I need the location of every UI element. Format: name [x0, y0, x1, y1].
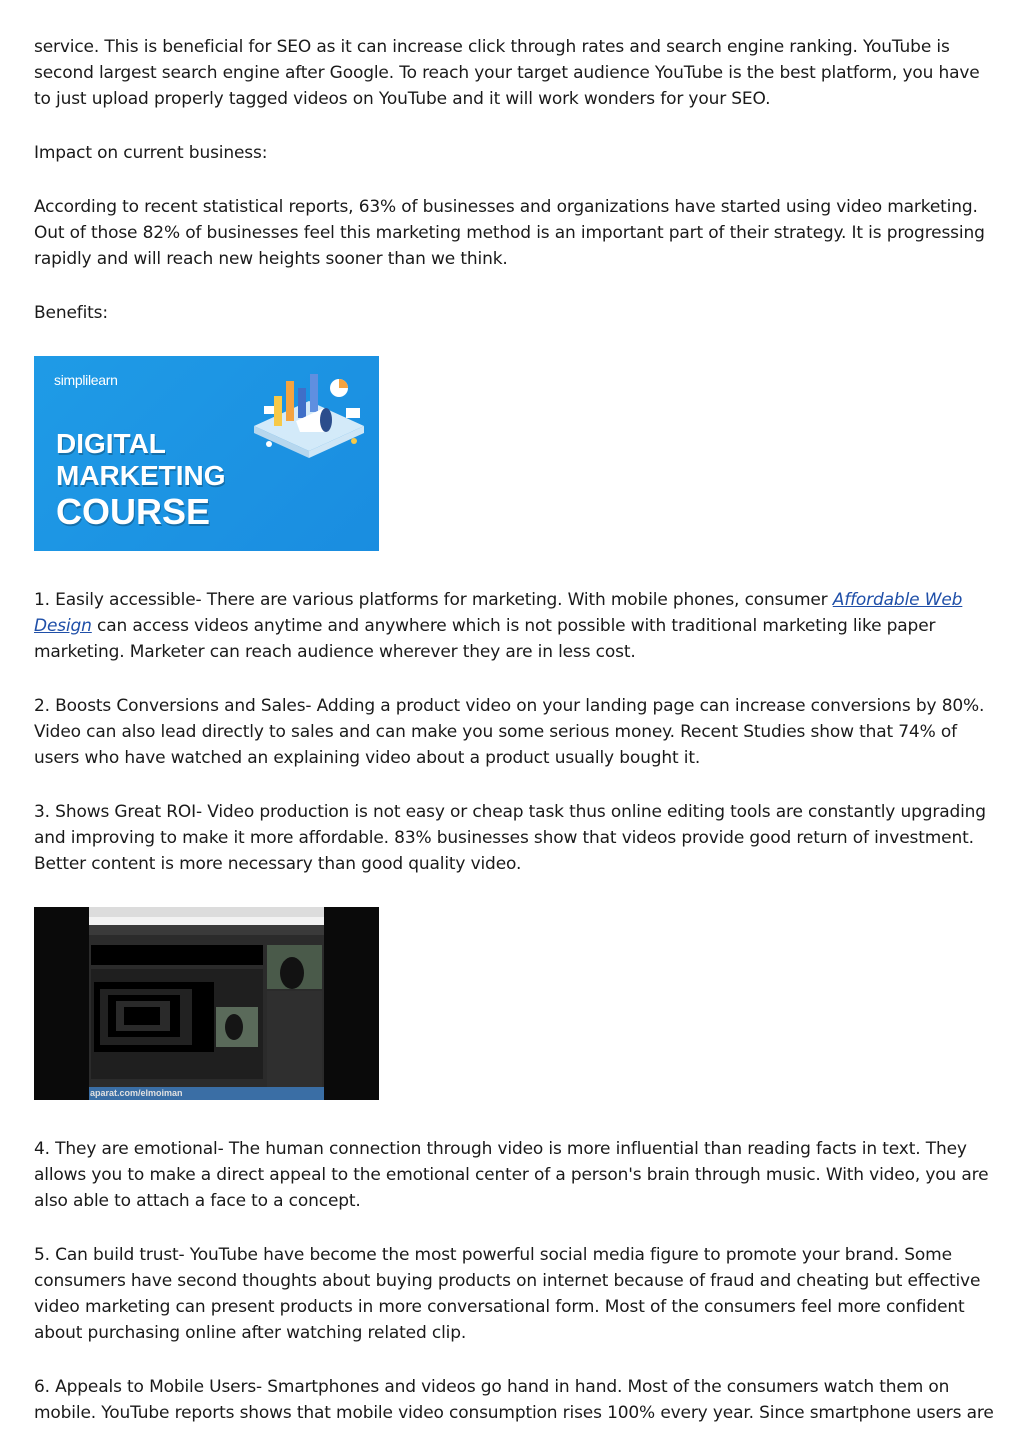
paragraph-benefit-3: 3. Shows Great ROI- Video production is not easy or cheap task thus online editing tools are constantly upgrading and improving to make it more affordable. 83% businesses show that videos provide good return of investment. Better content is more necessary than good quality video.	[34, 802, 986, 874]
paragraph-statistics: According to recent statistical reports, 63% of businesses and organizations have started using video marketing. Out of those 82% of businesses feel this marketing method is an important part of their strategy. It is progressing rapidly and will reach new heights sooner than we think.	[34, 197, 985, 269]
paragraph-benefits-heading: Benefits:	[34, 303, 108, 323]
paragraph-benefit-2: 2. Boosts Conversions and Sales- Adding a product video on your landing page can increase conversions by 80%. Video can also lead directly to sales and can make you some serious money. Recent Studies show that 74% of users who have watched an explaining video about a product usually bought it.	[34, 696, 985, 768]
article-body	[34, 34, 994, 1454]
video-screenshot-image	[34, 907, 994, 1100]
video-watermark: aparat.com/elmoiman	[90, 1088, 183, 1098]
banner-line-1: DIGITAL	[56, 428, 166, 459]
banner	[34, 356, 379, 551]
video-frame	[34, 907, 379, 1100]
paragraph-seo: service. This is beneficial for SEO as it can increase click through rates and search engine ranking. YouTube is second largest search engine after Google. To reach your target audience YouTube is the best platform, you have to just upload properly tagged videos on YouTube and it will work wonders for your SEO.	[34, 37, 980, 109]
banner-headline	[56, 428, 226, 532]
paragraph-benefit-4: 4. They are emotional- The human connection through video is more influential than reading facts in text. They allows you to make a direct appeal to the emotional center of a person's brain through music. With video, you are also able to attach a face to a concept.	[34, 1139, 989, 1211]
benefit-1-text: 1. Easily accessible- There are various platforms for marketing. With mobile phones, consumer	[34, 590, 833, 610]
megaphone-illustration-icon	[244, 366, 374, 476]
paragraph-benefit-5: 5. Can build trust- YouTube have become the most powerful social media figure to promote your brand. Some consumers have second thoughts about buying products on internet because of fraud and cheating but effective video marketing can present products in more conversational form. Most of the consumers feel more confident about purchasing online after watching related clip.	[34, 1245, 981, 1343]
brand-logo: simplilearn	[54, 372, 118, 388]
banner-line-3: COURSE	[56, 491, 211, 532]
banner-line-2: MARKETING	[56, 460, 226, 491]
benefit-1-text-continued: can access videos anytime and anywhere which is not possible with traditional marketing like paper marketing. Marketer can reach audience wherever they are in less cost.	[34, 616, 936, 662]
screen-recording-icon	[34, 907, 379, 1100]
paragraph-benefit-1	[34, 587, 994, 665]
paragraph-impact-heading: Impact on current business:	[34, 143, 268, 163]
paragraph-benefit-6: 6. Appeals to Mobile Users- Smartphones and videos go hand in hand. Most of the consumers watch them on mobile. YouTube reports shows that mobile video consumption rises 100% every year. Since smartphone users are	[34, 1377, 994, 1423]
affordable-web-design-link[interactable]: Affordable Web Design	[34, 590, 963, 636]
digital-marketing-banner-image	[34, 356, 994, 551]
